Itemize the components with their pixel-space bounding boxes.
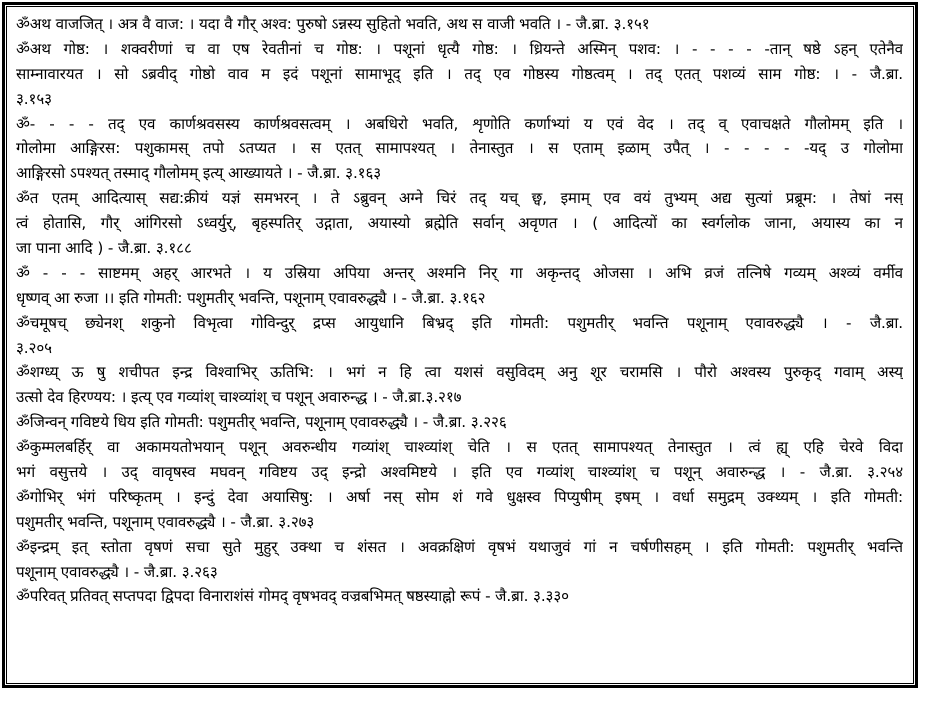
text-line: ॐकुम्मलबर्हिर् वा अकामयतोभयान् पशून् अवरुन्धीय गव्यांश् चाश्व्यांश् चेति । स एतत् सामापश्यत् तेनास्तुत । त्वं ह्य् एहि चेरवे विदा <box>16 438 903 457</box>
text-line: उत्सो देव हिरण्यय: । इत्य् एव गव्यांश् चाश्व्यांश् च पशून् अवारुन्द्ध । - जै.ब्रा.३.२१७ <box>16 388 462 407</box>
text-line: पशुमतीर् भवन्ति, पशूनाम् एवावरुद्ध्यै । - जै.ब्रा. ३.२७३ <box>16 512 315 531</box>
text-line: ३.१५३ <box>16 89 52 108</box>
text-line: ॐअथ वाजजित् । अत्र वै वाज: । यदा वै गौर् अश्व: पुरुषो ऽन्नस्य सुहितो भवति, अथ स वाजी भवति । - जै.ब्रा. ३.१५१ <box>16 15 650 33</box>
text-line: ॐइन्द्रम् इत् स्तोता वृषणं सचा सुते मुहुर् उक्था च शंसत । अवक्रक्षिणं वृषभं यथाजुवं गां न चर्षणीसहम् । इति गोमती: पशुमतीर् भवन्ति <box>16 537 903 556</box>
text-line: ३.२०५ <box>16 338 52 357</box>
text-line: त्वं होतासि, गौर् आंगिरसो ऽध्वर्युर्, बृहस्पतिर् उद्गाता, अयास्यो ब्रह्मेति सर्वान् अवृणत । ( आदित्यों का स्वर्गलोक जाना, अयास्य का न <box>16 214 903 233</box>
text-line: ॐपरिवत् प्रतिवत् सप्तपदा द्विपदा विनाराशंसं गोमद् वृषभवद् वज्रबभिमत् षष्ठस्याह्नो रूपं - जै.ब्रा. ३.३३० <box>16 587 569 606</box>
text-line: साम्नावारयत । सो ऽब्रवीद् गोष्ठो वाव म इदं पशूनां सामाभूद् इति । तद् एव गोष्ठस्य गोष्ठत्वम् । तद् एतत् पशव्यं साम गोष्ठ: । - जै.ब्रा. <box>16 64 903 83</box>
text-line: गोलोमा आङ्गिरस: पशुकामस् तपो ऽतप्यत । स एतत् सामापश्यत् । तेनास्तुत । स एताम् इळाम् उपैत् । - - - - -यद् उ गोलोमा <box>16 139 903 158</box>
text-line: धृष्णव् आ रुजा ।। इति गोमती: पशुमतीर् भवन्ति, पशूनाम् एवावरुद्ध्यै । - जै.ब्रा. ३.१६२ <box>16 288 486 307</box>
text-line: ॐगोभिर् भंगं परिष्कृतम् । इन्दुं देवा अयासिषु: । अर्षा नस् सोम शं गवे धुक्षस्व पिप्युषीम् इषम् । वर्धा समुद्रम् उक्थ्यम् । इति गोमती: <box>16 487 903 506</box>
text-line: भगं वसुत्तये । उद् वावृषस्व मघवन् गविष्टय उद् इन्द्रो अश्वमिष्टये । इति एव गव्यांश् चाश्व्यांश् च पशून् अवारुन्द्ध । - जै.ब्रा. ३.२५४ <box>16 463 903 482</box>
text-line: जा पाना आदि ) - जै.ब्रा. ३.१८८ <box>16 239 192 258</box>
text-line: ॐशग्ध्य् ऊ षु शचीपत इन्द्र विश्वाभिर् ऊतिभि: । भगं न हि त्वा यशसं वसुविदम् अनु शूर चरामसि । पौरो अश्वस्य पुरुकृद् गवाम् अस्य् <box>16 363 903 382</box>
text-line: ॐ- - - - तद् एव कार्णश्रवसस्य कार्णश्रवसत्वम् । अबधिरो भवति, शृणोति कर्णाभ्यां य एवं वेद । तद् व् एवाचक्षते गौलोमम् इति । <box>16 114 903 133</box>
text-line: ॐत एतम् आदित्यास् सद्य:क्रीयं यज्ञं समभरन् । ते ऽब्रुवन् अग्ने चिरं तद् यच् छ्व, इमाम् एव वयं तुभ्यम् अद्य सुत्यां प्रब्रूम: । तेषां नस् <box>16 189 903 208</box>
text-line: ॐचमूषच् छ्येनश् शकुनो विभृत्वा गोविन्दुर् द्रप्स आयुधानि बिभ्रद् इति गोमती: पशुमतीर् भवन्ति पशूनाम् एवावरुद्ध्यै । - जै.ब्रा. <box>16 313 903 332</box>
text-line: आङ्गिरसो ऽपश्यत् तस्माद् गौलोमम् इत्य् आख्यायते । - जै.ब्रा. ३.१६३ <box>16 164 382 183</box>
text-line: ॐअथ गोष्ठ: । शक्वरीणां च वा एष रेवतीनां च गोष्ठ: । पशूनां धृत्यै गोष्ठ: । ध्रियन्ते अस्मिन् पशव: । - - - - -तान् षष्ठे ऽहन् एतेनैव <box>16 39 903 58</box>
document-text-box <box>6 6 914 684</box>
text-line: पशूनाम् एवावरुद्ध्यै । - जै.ब्रा. ३.२६३ <box>16 562 218 581</box>
text-line: ॐजिन्वन् गविष्टये धिय इति गोमती: पशुमतीर् भवन्ति, पशूनाम् एवावरुद्ध्यै । - जै.ब्रा. ३.२२६ <box>16 413 507 432</box>
text-line: ॐ - - - साष्टमम् अहर् आरभते । य उस्रिया अपिया अन्तर् अश्मनि निर् गा अकृन्तद् ओजसा । अभि व्रजं तत्निषे गव्यम् अश्व्यं वर्मीव <box>16 263 903 282</box>
